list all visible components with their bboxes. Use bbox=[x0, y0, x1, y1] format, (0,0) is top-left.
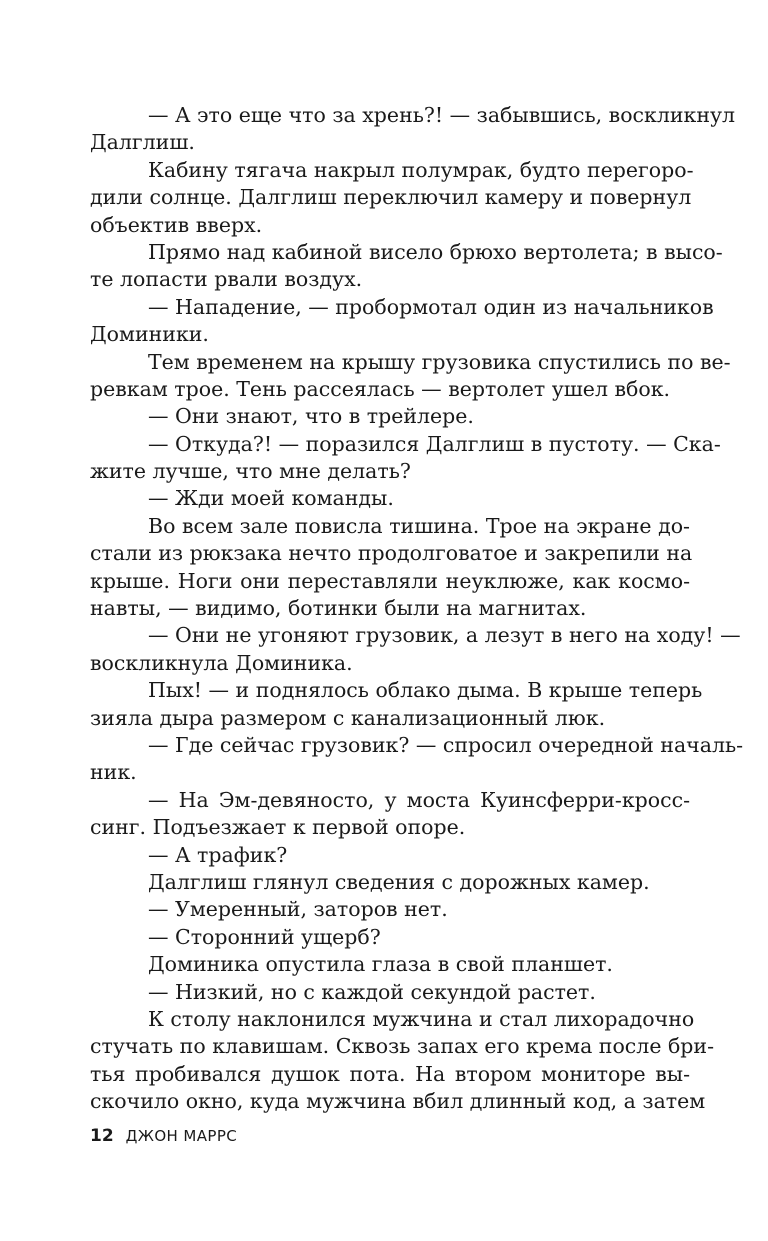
paragraph-line: Доминики. bbox=[90, 322, 209, 347]
paragraph-first-line: Прямо над кабиной висело брюхо вертолета; в высо- bbox=[148, 239, 723, 264]
page-footer bbox=[90, 1126, 237, 1150]
paragraph-first-line: Пых! — и поднялось облако дыма. В крыше теперь bbox=[148, 678, 703, 703]
paragraph-line: скочило окно, куда мужчина вбил длинный код, а затем bbox=[90, 1089, 706, 1114]
paragraph-first-line: Кабину тягача накрыл полумрак, будто перегоро- bbox=[148, 157, 694, 182]
paragraph-line: Далглиш. bbox=[90, 130, 195, 155]
paragraph-first-line: Доминика опустила глаза в свой планшет. bbox=[148, 952, 613, 977]
paragraph-first-line: — На Эм-девяносто, у моста Куинсферри-кросс- bbox=[148, 787, 690, 812]
paragraph-first-line: — Нападение, — пробормотал один из начальников bbox=[148, 294, 714, 319]
paragraph-line: навты, — видимо, ботинки были на магнитах. bbox=[90, 596, 587, 621]
paragraph-first-line: Далглиш глянул сведения с дорожных камер. bbox=[148, 869, 650, 894]
paragraph-first-line: — Низкий, но с каждой секундой растет. bbox=[148, 979, 596, 1004]
paragraph-line: жите лучше, что мне делать? bbox=[90, 459, 411, 484]
paragraph-first-line: — Умеренный, заторов нет. bbox=[148, 897, 448, 922]
paragraph-line: синг. Подъезжает к первой опоре. bbox=[90, 815, 466, 840]
paragraph-line: ревкам трое. Тень рассеялась — вертолет ушел вбок. bbox=[90, 376, 671, 401]
paragraph-line: объектив вверх. bbox=[90, 212, 263, 237]
paragraph-line: тья пробивался душок пота. На втором мониторе вы- bbox=[90, 1061, 690, 1086]
paragraph-first-line: — Где сейчас грузовик? — спросил очередной началь- bbox=[148, 732, 744, 757]
paragraph-line: дили солнце. Далглиш переключил камеру и повернул bbox=[90, 185, 692, 210]
paragraph-first-line: — Откуда?! — поразился Далглиш в пустоту. — Ска- bbox=[148, 431, 721, 456]
paragraph-first-line: Во всем зале повисла тишина. Трое на экране до- bbox=[148, 513, 690, 538]
paragraph-first-line: — Сторонний ущерб? bbox=[148, 924, 381, 949]
paragraph-line: ник. bbox=[90, 760, 137, 785]
paragraph-first-line: Тем временем на крышу грузовика спустились по ве- bbox=[148, 349, 731, 374]
paragraph-first-line: — Жди моей команды. bbox=[148, 486, 394, 511]
paragraph-first-line: — А трафик? bbox=[148, 842, 288, 867]
paragraph-first-line: — Они знают, что в трейлере. bbox=[148, 404, 474, 429]
paragraph-line: крыше. Ноги они переставляли неуклюже, как космо- bbox=[90, 568, 690, 593]
paragraph-first-line: К столу наклонился мужчина и стал лихорадочно bbox=[148, 1006, 695, 1031]
paragraph-line: те лопасти рвали воздух. bbox=[90, 267, 363, 292]
paragraph-line: зияла дыра размером с канализационный люк. bbox=[90, 705, 606, 730]
page-number: 12 bbox=[90, 1126, 114, 1146]
paragraph-first-line: — Они не угоняют грузовик, а лезут в него на ходу! — bbox=[148, 623, 741, 648]
paragraph-first-line: — А это еще что за хрень?! — забывшись, воскликнул bbox=[148, 103, 736, 127]
body-text bbox=[90, 102, 744, 1115]
paragraph-line: стучать по клавишам. Сквозь запах его крема после бри- bbox=[90, 1034, 715, 1059]
paragraph-line: воскликнула Доминика. bbox=[90, 650, 353, 675]
paragraph-line: стали из рюкзака нечто продолговатое и закрепили на bbox=[90, 541, 693, 566]
running-head: ДЖОН МАРРС bbox=[125, 1127, 238, 1145]
